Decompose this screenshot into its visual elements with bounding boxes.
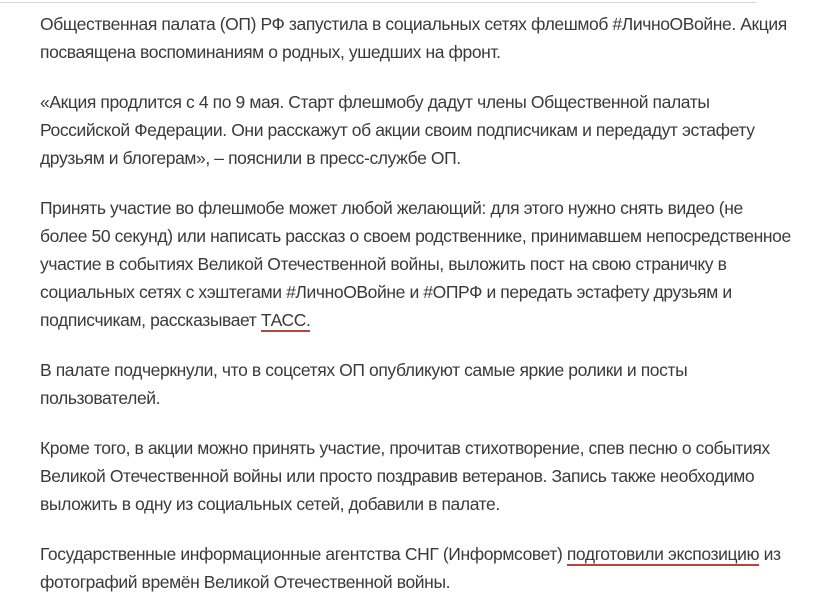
- paragraph-text: Принять участие во флешмобе может любой желающий: для этого нужно снять видео (не более 50 секунд) или написать рассказ о своем родственнике, принимавшем непосредственное участие в событиях Великой Отечественной войны, выложить пост на свою страничку в социальных сетях с хэштегами #ЛичноОВойне и #ОПРФ и передать эстафету друзьям и подписчикам, рассказывает: [40, 198, 791, 330]
- article-paragraph: [40, 540, 792, 596]
- paragraph-text: из фотографий времён Великой Отечественной войны.: [40, 544, 781, 592]
- paragraph-text: «Акция продлится с 4 по 9 мая. Старт флешмобу дадут члены Общественной палаты Российской Федерации. Они расскажут об акции своим подписчикам и передадут эстафету друзьям и блогерам», – пояснили в пресс-службе ОП.: [40, 92, 755, 168]
- article-paragraph: [40, 356, 792, 412]
- exposition-link[interactable]: подготовили экспозицию: [566, 544, 760, 564]
- article-paragraph: [40, 194, 792, 334]
- paragraph-text: В палате подчеркнули, что в соцсетях ОП опубликуют самые яркие ролики и посты пользователей.: [40, 360, 688, 408]
- article-paragraph: [40, 88, 792, 172]
- paragraph-text: Кроме того, в акции можно принять участие, прочитав стихотворение, спев песню о событиях Великой Отечественной войны или просто поздравив ветеранов. Запись также необходимо выложить в одну из социальных сетей, добавили в палате.: [40, 438, 770, 514]
- article-body: [0, 3, 816, 596]
- article-paragraph: [40, 10, 792, 66]
- tass-link[interactable]: ТАСС.: [260, 310, 311, 330]
- paragraph-text: Общественная палата (ОП) РФ запустила в социальных сетях флешмоб #ЛичноОВойне. Акция посваящена воспоминаниям о родных, ушедших на фронт.: [40, 14, 787, 62]
- paragraph-text: Государственные информационные агентства СНГ (Информсовет): [40, 544, 567, 564]
- article-paragraph: [40, 434, 792, 518]
